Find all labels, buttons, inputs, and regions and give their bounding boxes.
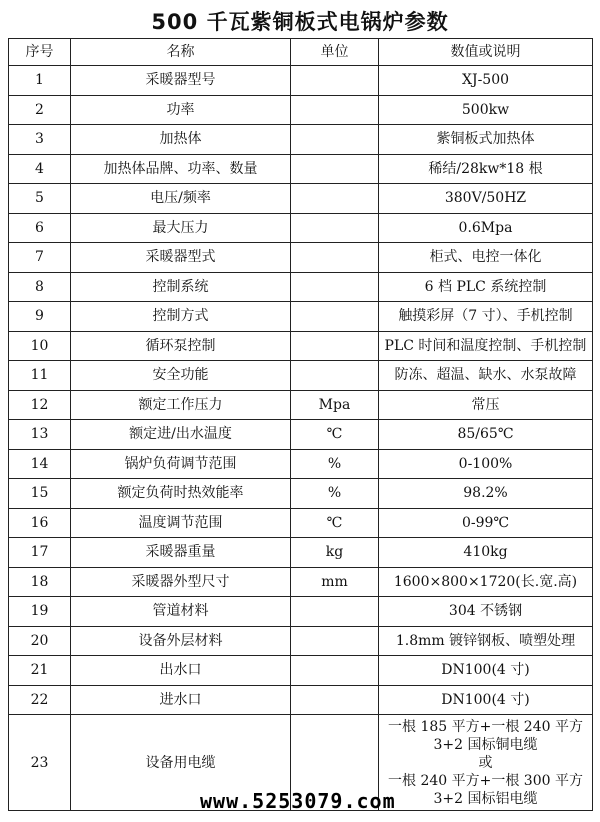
cell-value: 304 不锈钢: [379, 597, 593, 627]
table-row: [9, 272, 593, 302]
cell-value: DN100(4 寸): [379, 656, 593, 686]
cell-no: 12: [9, 390, 71, 420]
cell-name: 采暖器外型尺寸: [71, 567, 291, 597]
cell-unit: [291, 361, 379, 391]
cell-name: 控制系统: [71, 272, 291, 302]
cell-value: 稀结/28kw*18 根: [379, 154, 593, 184]
cell-value: 柜式、电控一体化: [379, 243, 593, 273]
cell-no: 2: [9, 95, 71, 125]
cell-no: 5: [9, 184, 71, 214]
cell-unit: [291, 626, 379, 656]
header-unit: 单位: [291, 39, 379, 66]
cell-value: 防冻、超温、缺水、水泵故障: [379, 361, 593, 391]
cell-name: 温度调节范围: [71, 508, 291, 538]
cell-name: 功率: [71, 95, 291, 125]
cell-unit: [291, 125, 379, 155]
cell-unit: mm: [291, 567, 379, 597]
cell-unit: [291, 243, 379, 273]
table-row: [9, 243, 593, 273]
cell-value: 紫铜板式加热体: [379, 125, 593, 155]
table-row: [9, 213, 593, 243]
cell-value-line: 一根 240 平方+一根 300 平方: [388, 772, 583, 789]
header-name: 名称: [71, 39, 291, 66]
cell-unit: [291, 597, 379, 627]
cell-no: 11: [9, 361, 71, 391]
cell-value: 380V/50HZ: [379, 184, 593, 214]
cell-unit: %: [291, 479, 379, 509]
table-row: [9, 597, 593, 627]
cell-no: 22: [9, 685, 71, 715]
cell-name: 采暖器型式: [71, 243, 291, 273]
cell-no: 10: [9, 331, 71, 361]
cell-name: 循环泵控制: [71, 331, 291, 361]
cell-unit: ℃: [291, 508, 379, 538]
cell-no: 6: [9, 213, 71, 243]
table-row: [9, 66, 593, 96]
table-row: [9, 626, 593, 656]
cell-value: [379, 715, 593, 811]
cell-unit: Mpa: [291, 390, 379, 420]
cell-unit: [291, 154, 379, 184]
cell-name: 采暖器型号: [71, 66, 291, 96]
cell-unit: [291, 95, 379, 125]
cell-no: 18: [9, 567, 71, 597]
table-row: [9, 361, 593, 391]
cell-name: 采暖器重量: [71, 538, 291, 568]
cell-name: 额定进/出水温度: [71, 420, 291, 450]
cell-name: 电压/频率: [71, 184, 291, 214]
cell-name: 进水口: [71, 685, 291, 715]
cell-name: 额定负荷时热效能率: [71, 479, 291, 509]
cell-value: 85/65℃: [379, 420, 593, 450]
cell-unit: [291, 184, 379, 214]
cell-unit: [291, 685, 379, 715]
cell-value: 0.6Mpa: [379, 213, 593, 243]
cell-name: 加热体品牌、功率、数量: [71, 154, 291, 184]
cell-no: 14: [9, 449, 71, 479]
cell-value: 1.8mm 镀锌钢板、喷塑处理: [379, 626, 593, 656]
cell-no: 15: [9, 479, 71, 509]
cell-unit: %: [291, 449, 379, 479]
watermark-text: www.5253079.com: [200, 789, 396, 813]
cell-value-line: 一根 185 平方+一根 240 平方: [388, 718, 583, 735]
cell-value-line: 3+2 国标铜电缆: [433, 736, 538, 753]
table-row: [9, 390, 593, 420]
cell-value: XJ-500: [379, 66, 593, 96]
cell-no: 19: [9, 597, 71, 627]
table-row: [9, 95, 593, 125]
header-value: 数值或说明: [379, 39, 593, 66]
document-title: 500 千瓦紫铜板式电锅炉参数: [151, 10, 449, 34]
cell-value: 6 档 PLC 系统控制: [379, 272, 593, 302]
table-row: [9, 656, 593, 686]
cell-no: 1: [9, 66, 71, 96]
table-row: [9, 567, 593, 597]
cell-no: 21: [9, 656, 71, 686]
table-row: [9, 302, 593, 332]
cell-value-line: 3+2 国标铝电缆: [433, 790, 538, 807]
cell-unit: [291, 66, 379, 96]
cell-no: 7: [9, 243, 71, 273]
table-row: [9, 125, 593, 155]
cell-value: 410kg: [379, 538, 593, 568]
cell-name: 设备外层材料: [71, 626, 291, 656]
cell-no: 20: [9, 626, 71, 656]
table-row: [9, 449, 593, 479]
cell-no: 16: [9, 508, 71, 538]
cell-value: 98.2%: [379, 479, 593, 509]
cell-no: 17: [9, 538, 71, 568]
cell-value-line: 或: [478, 754, 493, 771]
table-body: [9, 66, 593, 811]
cell-no: 9: [9, 302, 71, 332]
cell-no: 8: [9, 272, 71, 302]
cell-unit: [291, 331, 379, 361]
cell-value: 常压: [379, 390, 593, 420]
cell-value: 0-99℃: [379, 508, 593, 538]
cell-unit: [291, 302, 379, 332]
cell-value: PLC 时间和温度控制、手机控制: [379, 331, 593, 361]
table-row: [9, 538, 593, 568]
cell-name: 设备用电缆: [71, 715, 291, 811]
table-row: [9, 508, 593, 538]
table-header-row: [9, 39, 593, 66]
cell-name: 控制方式: [71, 302, 291, 332]
cell-no: 3: [9, 125, 71, 155]
table-row: [9, 420, 593, 450]
table-row: [9, 184, 593, 214]
cell-value: 触摸彩屏（7 寸）、手机控制: [379, 302, 593, 332]
cell-name: 安全功能: [71, 361, 291, 391]
cell-name: 锅炉负荷调节范围: [71, 449, 291, 479]
cell-value: DN100(4 寸): [379, 685, 593, 715]
header-no: 序号: [9, 39, 71, 66]
cell-unit: [291, 272, 379, 302]
cell-unit: ℃: [291, 420, 379, 450]
cell-no: 23: [9, 715, 71, 811]
cell-unit: kg: [291, 538, 379, 568]
spec-table: [8, 38, 593, 811]
cell-name: 额定工作压力: [71, 390, 291, 420]
cell-name: 管道材料: [71, 597, 291, 627]
cell-unit: [291, 656, 379, 686]
cell-no: 13: [9, 420, 71, 450]
table-row: [9, 154, 593, 184]
cell-unit: [291, 213, 379, 243]
cell-name: 最大压力: [71, 213, 291, 243]
table-row: [9, 479, 593, 509]
cell-name: 出水口: [71, 656, 291, 686]
table-row: [9, 685, 593, 715]
table-row: [9, 331, 593, 361]
cell-name: 加热体: [71, 125, 291, 155]
cell-value: 1600×800×1720(长.宽.高): [379, 567, 593, 597]
cell-no: 4: [9, 154, 71, 184]
cell-value: 500kw: [379, 95, 593, 125]
cell-value: 0-100%: [379, 449, 593, 479]
